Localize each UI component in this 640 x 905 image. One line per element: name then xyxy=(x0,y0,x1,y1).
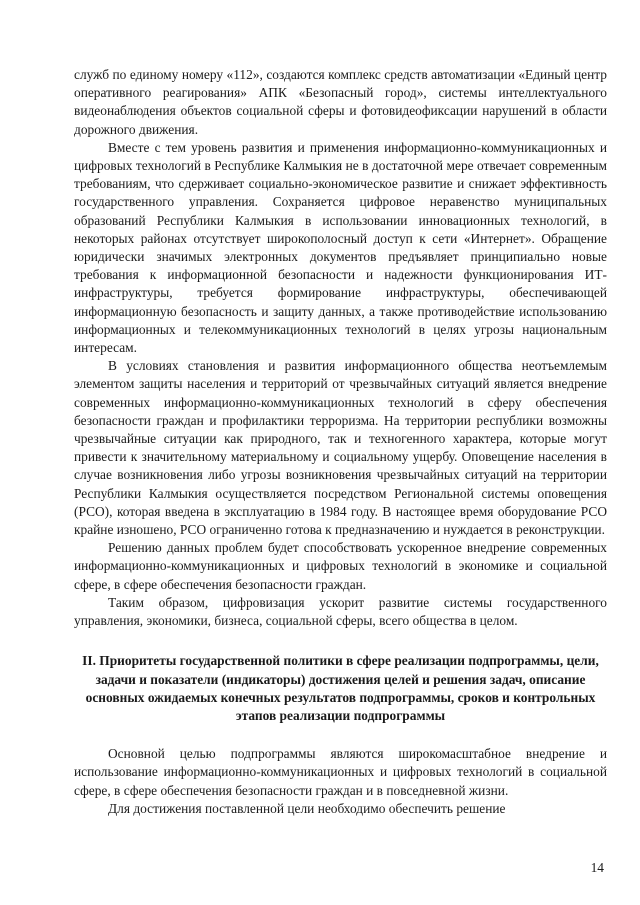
paragraph-2: Вместе с тем уровень развития и применения информационно-коммуникационных и цифровых технологий в Республике Калмыкия не в достаточной мере отвечает современным требованиям, что сдерживает социально-экономическое развитие и снижает эффективность государственного управления. Сохраняется цифровое неравенство муниципальных образований Республики Калмыкия в использовании инновационных технологий, в некоторых районах отсутствует широкополосный доступ к сети «Интернет». Обращение юридически значимых электронных документов предъявляет принципиально новые требования к информационной безопасности и надежности функционирования ИТ-инфраструктуры, требуется формирование инфраструктуры, обеспечивающей информационную безопасность и защиту данных, а также противодействие использованию информационных и телекоммуникационных технологий в целях угрозы национальным интересам. xyxy=(74,139,607,356)
section-heading: II. Приоритеты государственной политики в сфере реализации подпрограммы, цели, задачи и показатели (индикаторы) достижения целей и решения задач, описание основных ожидаемых конечных результатов подпрограммы, сроков и контрольных этапов реализации подпрограммы xyxy=(82,653,599,723)
page-number: 14 xyxy=(590,860,604,875)
document-page xyxy=(74,66,607,818)
paragraph-5: Таким образом, цифровизация ускорит развитие системы государственного управления, экономики, бизнеса, социальной сферы, всего общества в целом. xyxy=(74,594,607,629)
paragraph-3: В условиях становления и развития информационного общества неотъемлемым элементом защиты населения и территорий от чрезвычайных ситуаций является внедрение современных информационно-коммуникационных технологий в сферу обеспечения безопасности граждан и профилактики терроризма. На территории республики возможны чрезвычайные ситуации как природного, так и техногенного характера, которые могут привести к значительному материальному и социальному ущербу. Оповещение населения в случае возникновения либо угрозы возникновения чрезвычайных ситуаций на территории Республики Калмыкия осуществляется посредством Региональной системы оповещения (РСО), которая введена в эксплуатацию в 1984 году. В настоящее время оборудование РСО крайне изношено, РСО ограниченно готова к предназначению и нуждается в реконструкции. xyxy=(74,358,607,538)
paragraph-4: Решению данных проблем будет способствовать ускоренное внедрение современных информационно-коммуникационных и цифровых технологий в экономике и социальной сфере, в сфере обеспечения безопасности граждан. xyxy=(74,540,607,592)
paragraph-7: Для достижения поставленной цели необходимо обеспечить решение xyxy=(108,800,506,816)
paragraph-6: Основной целью подпрограммы являются широкомасштабное внедрение и использование информационно-коммуникационных и цифровых технологий в социальной сфере, в сфере обеспечения безопасности граждан и в повседневной жизни. xyxy=(74,746,607,798)
paragraph-1: служб по единому номеру «112», создаются комплекс средств автоматизации «Единый центр оперативного реагирования» АПК «Безопасный город», системы интеллектуального видеонаблюдения объектов социальной сферы и фотовидеофиксации нарушений в области дорожного движения. xyxy=(74,67,607,137)
spacer xyxy=(74,725,607,745)
